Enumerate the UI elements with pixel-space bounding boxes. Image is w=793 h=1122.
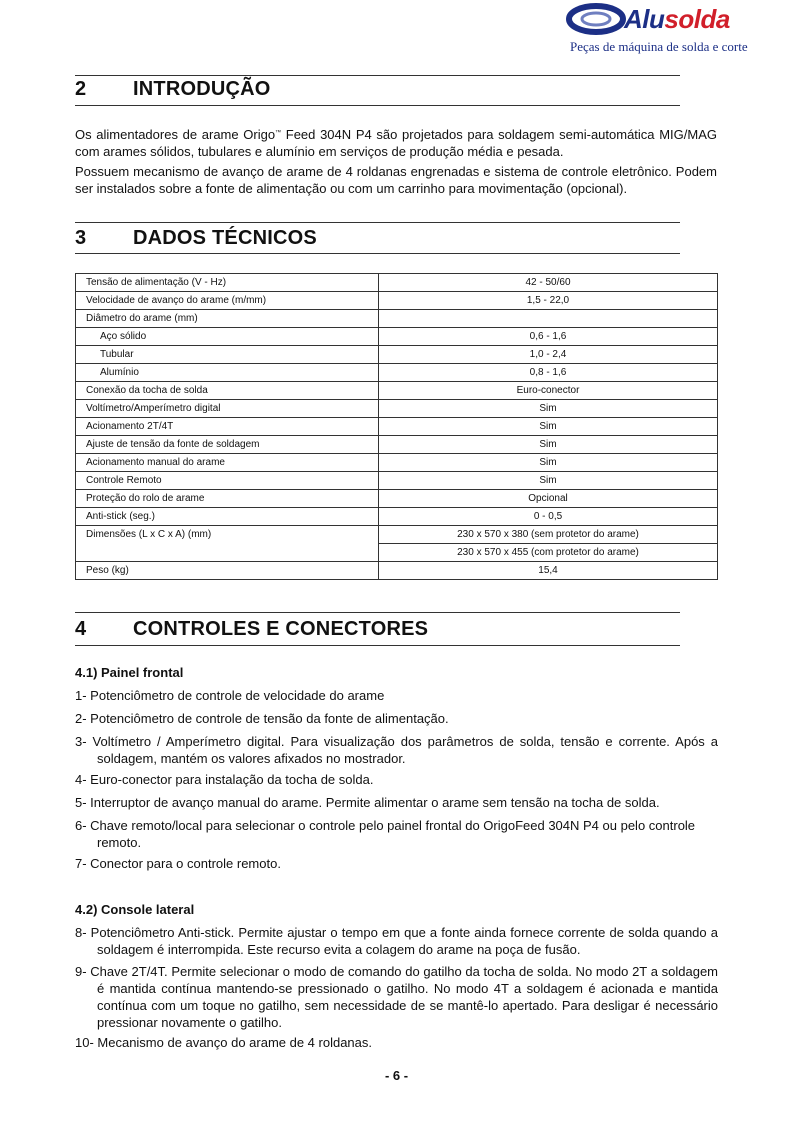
spec-value: 230 x 570 x 455 (com protetor do arame) — [379, 544, 718, 562]
table-row — [76, 382, 718, 400]
section-divider — [75, 222, 680, 223]
table-row — [76, 292, 718, 310]
spec-value: Sim — [379, 418, 718, 436]
spec-label: Velocidade de avanço do arame (m/mm) — [76, 292, 379, 310]
logo-wordmark: Alusolda — [624, 4, 730, 34]
spec-label: Tensão de alimentação (V - Hz) — [76, 274, 379, 292]
spec-value: Sim — [379, 436, 718, 454]
spec-value: 0,6 - 1,6 — [379, 328, 718, 346]
section-3-heading: 3 DADOS TÉCNICOS — [75, 227, 317, 249]
table-row — [76, 508, 718, 526]
table-row — [76, 310, 718, 328]
spec-label: Tubular — [76, 346, 379, 364]
spec-label: Diâmetro do arame (mm) — [76, 310, 379, 328]
list-item: 9- Chave 2T/4T. Permite selecionar o modo de comando do gatilho da tocha de solda. No modo 2T a soldagem é mantida contínua mantendo-se pressionado o gatilho. No modo 4T a soldagem é acionada e mantida contínua com um toque no gatilho, sem necessidade de se mantê-lo apertado. Para desligar é necessário pressionar novamente o gatilho. — [75, 964, 718, 1030]
table-row — [76, 454, 718, 472]
spec-label: Proteção do rolo de arame — [76, 490, 379, 508]
section-divider — [75, 645, 680, 646]
list-item: 1- Potenciômetro de controle de velocidade do arame — [75, 688, 385, 703]
section-divider — [75, 105, 680, 106]
spec-label: Acionamento manual do arame — [76, 454, 379, 472]
spec-value: 1,5 - 22,0 — [379, 292, 718, 310]
table-row — [76, 472, 718, 490]
spec-value: 1,0 - 2,4 — [379, 346, 718, 364]
table-row — [76, 526, 718, 544]
table-row — [76, 328, 718, 346]
logo-tagline: Peças de máquina de solda e corte — [570, 39, 748, 54]
spec-label: Ajuste de tensão da fonte de soldagem — [76, 436, 379, 454]
technical-data-table — [75, 273, 718, 580]
page-number: - 6 - — [384, 1068, 409, 1083]
table-row — [76, 274, 718, 292]
subsection-side-console: 4.2) Console lateral — [75, 902, 195, 917]
spec-value: 15,4 — [379, 562, 718, 580]
intro-paragraph-1: Os alimentadores de arame Origo™ Feed 304N P4 são projetados para soldagem semi-automática MIG/MAG com arames sólidos, tubulares e alumínio em serviços de produção média e pesada. — [75, 127, 717, 159]
spec-label: Conexão da tocha de solda — [76, 382, 379, 400]
section-divider — [75, 75, 680, 76]
section-4-heading: 4 CONTROLES E CONECTORES — [75, 618, 429, 640]
table-row — [76, 346, 718, 364]
list-item: 10- Mecanismo de avanço do arame de 4 roldanas. — [75, 1035, 373, 1050]
spec-value — [379, 310, 718, 328]
spec-value: Sim — [379, 454, 718, 472]
spec-value: Opcional — [379, 490, 718, 508]
spec-value: 42 - 50/60 — [379, 274, 718, 292]
subsection-front-panel: 4.1) Painel frontal — [75, 665, 184, 680]
list-item: 8- Potenciômetro Anti-stick. Permite ajustar o tempo em que a fonte ainda fornece corrente de solda quando a soldagem é interrompida. Este recurso evita a colagem do arame na poça de fusão. — [75, 925, 718, 957]
intro-paragraph-2: Possuem mecanismo de avanço de arame de 4 roldanas engrenadas e sistema de controle eletrônico. Podem ser instalados sobre a fonte de alimentação ou com um carrinho para movimentação (opcional). — [75, 164, 717, 196]
spec-value: Sim — [379, 400, 718, 418]
spec-label: Peso (kg) — [76, 562, 379, 580]
spec-value: Sim — [379, 472, 718, 490]
table-row — [76, 490, 718, 508]
spec-value: Euro-conector — [379, 382, 718, 400]
spec-label: Alumínio — [76, 364, 379, 382]
spec-value: 0 - 0,5 — [379, 508, 718, 526]
list-item: 7- Conector para o controle remoto. — [75, 856, 281, 871]
spec-label: Aço sólido — [76, 328, 379, 346]
spec-label: Voltímetro/Amperímetro digital — [76, 400, 379, 418]
section-divider — [75, 253, 680, 254]
section-divider — [75, 612, 680, 613]
section-2-heading: 2 INTRODUÇÃO — [75, 78, 271, 100]
list-item: 6- Chave remoto/local para selecionar o controle pelo painel frontal do OrigoFeed 304N P4 ou pelo controle remoto. — [75, 818, 696, 850]
table-row — [76, 436, 718, 454]
list-item: 4- Euro-conector para instalação da tocha de solda. — [75, 772, 374, 787]
list-item: 5- Interruptor de avanço manual do arame. Permite alimentar o arame sem tensão na tocha de solda. — [75, 795, 660, 810]
spec-value: 0,8 - 1,6 — [379, 364, 718, 382]
list-item: 2- Potenciômetro de controle de tensão da fonte de alimentação. — [75, 711, 449, 726]
spec-label: Dimensões (L x C x A) (mm) — [76, 526, 379, 562]
table-row — [76, 562, 718, 580]
spec-value: 230 x 570 x 380 (sem protetor do arame) — [379, 526, 718, 544]
list-item: 3- Voltímetro / Amperímetro digital. Para visualização dos parâmetros de solda, tensão e corrente. Após a soldagem, mantém os valores afixados no mostrador. — [75, 734, 718, 766]
spec-label: Anti-stick (seg.) — [76, 508, 379, 526]
spec-label: Controle Remoto — [76, 472, 379, 490]
table-row — [76, 364, 718, 382]
brand-logo — [566, 2, 746, 54]
spec-label: Acionamento 2T/4T — [76, 418, 379, 436]
table-row — [76, 400, 718, 418]
table-row — [76, 418, 718, 436]
logo-swoosh-icon — [566, 2, 628, 36]
